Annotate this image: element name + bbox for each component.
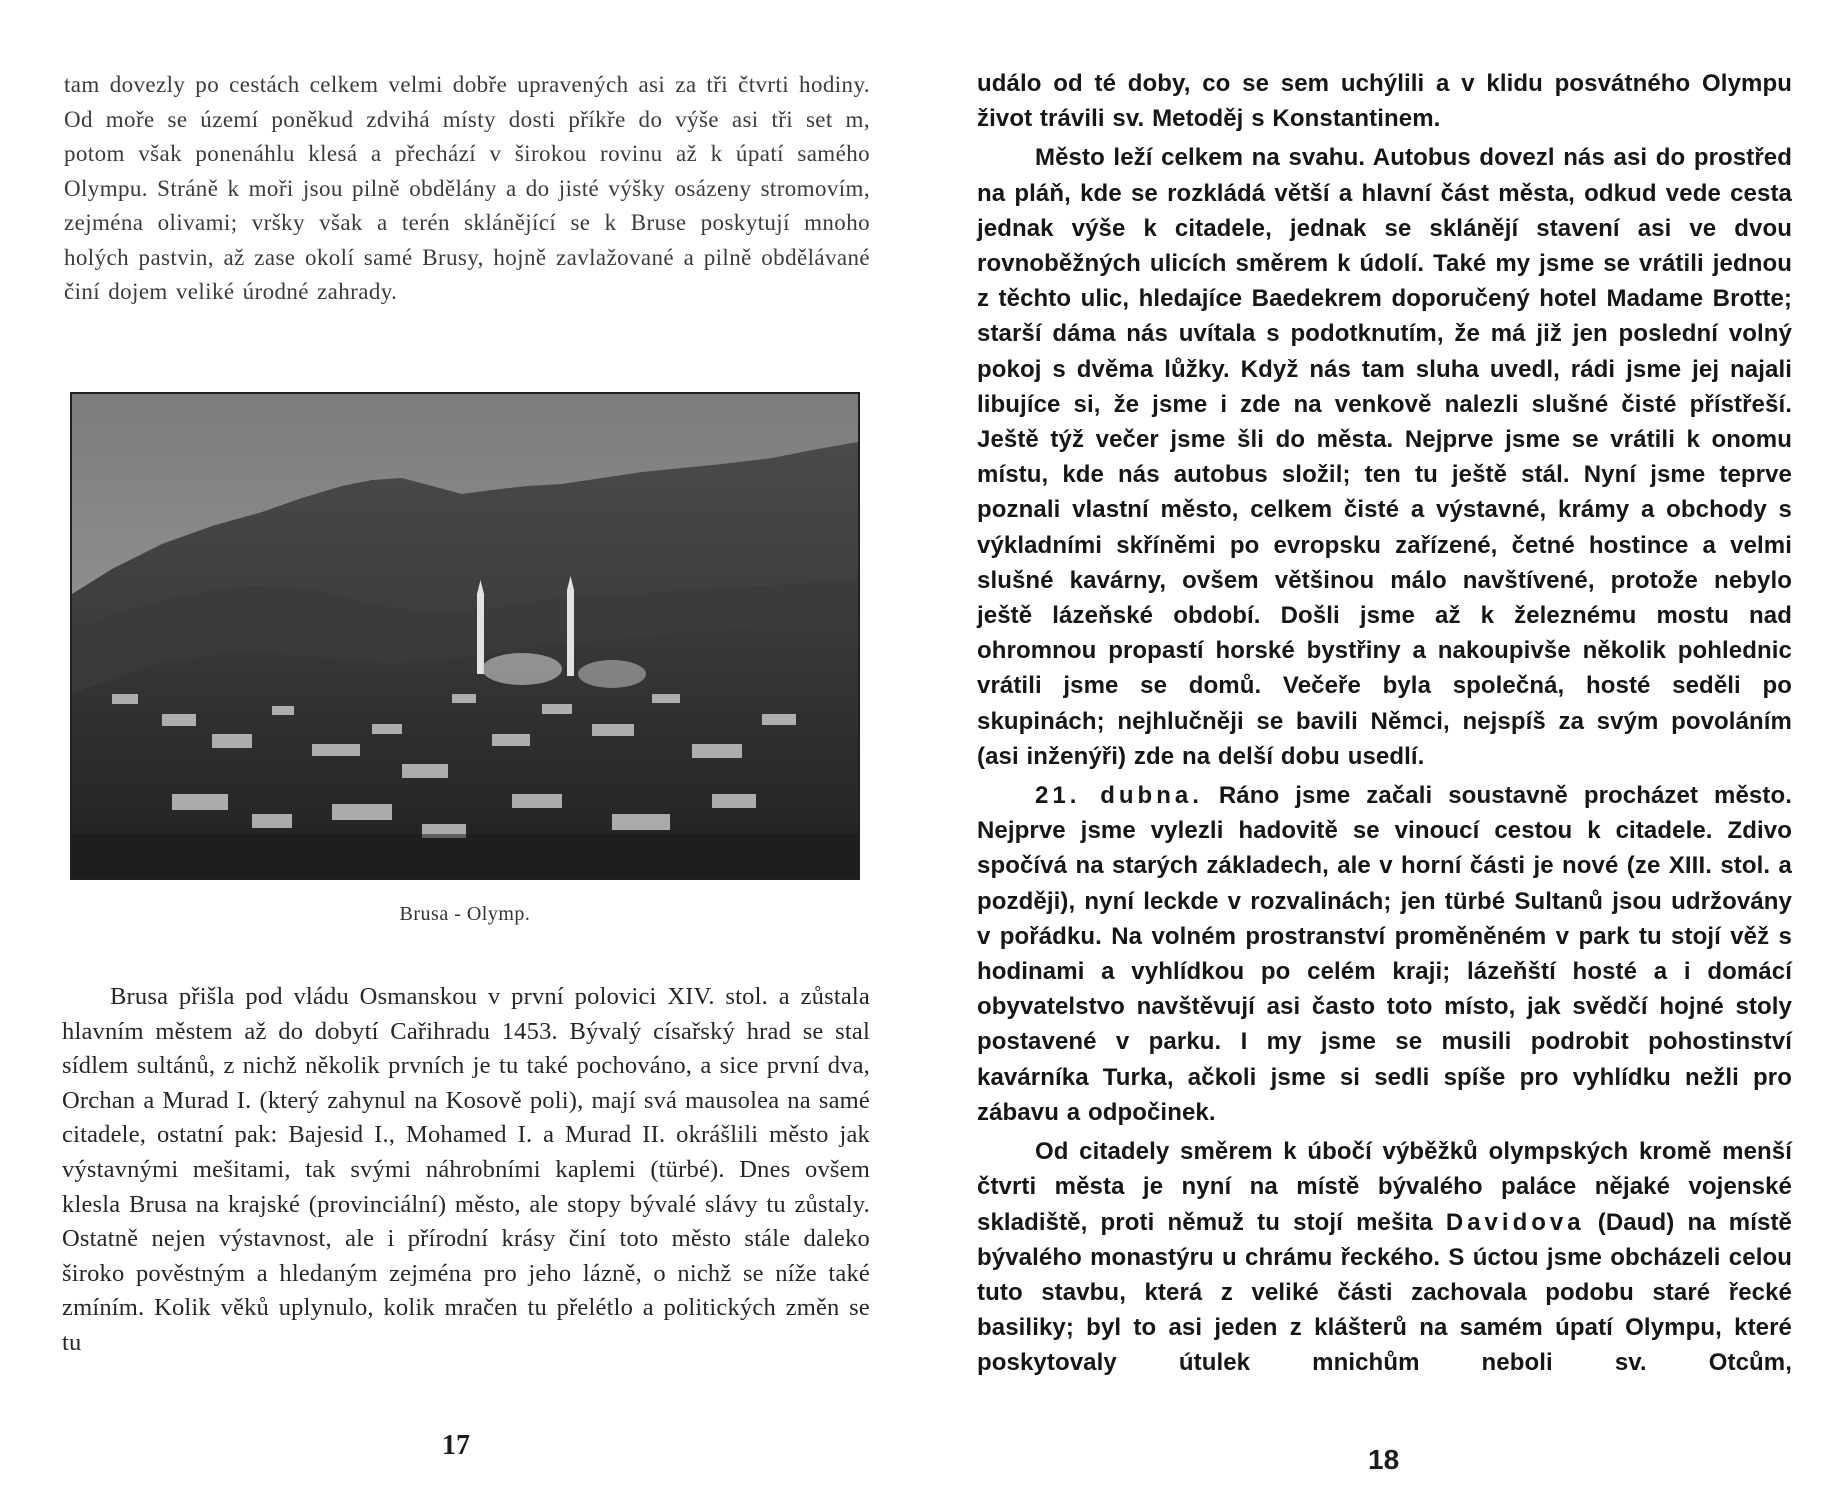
photograph-brusa-olymp — [70, 392, 860, 880]
page-number: 18 — [1368, 1444, 1400, 1475]
left-bottom-text — [62, 980, 870, 1361]
landscape-image — [72, 394, 858, 878]
paragraph: Brusa přišla pod vládu Osmanskou v první polovici XIV. stol. a zůstala hlavním městem až do dobytí Cařihradu 1453. Bývalý císařský hrad se stal sídlem sultánů, z nichž několik prvních je tu také pochováno, a sice první dva, Orchan a Murad I. (který zahynul na Kosově poli), mají svá mausolea na samé citadele, ostatní pak: Bajesid I., Mohamed I. a Murad II. okrášlili město jak výstavnými mešitami, tak svými náhrobními kaplemi (türbé). Dnes ovšem klesla Brusa na krajské (provinciální) město, ale stopy bývalé slávy tu zůstaly. Ostatně nejen výstavnost, ale i přírodní krásy činí toto město stále daleko široko pověstným a hledaným zejména pro jeho lázně, o nichž se níže také zmíním. Kolik věků uplynulo, kolik mračen tu přelétlo a politických změn se tu — [62, 983, 870, 1356]
right-text-column — [977, 66, 1792, 1381]
paragraph: Město leží celkem na svahu. Autobus dovezl nás asi do prostřed na pláň, kde se rozkládá větší a hlavní část města, odkud vede cesta jednak výše k citadele, jednak se sklánějí stavení asi ve dvou rovnoběžných ulicích směrem k údolí. Také my jsme se vrátili jednou z těchto ulic, hledajíce Baedekrem doporučený hotel Madame Brotte; starší dáma nás uvítala s podotknutím, že má již jen poslední volný pokoj s dvěma lůžky. Když nás tam sluha uvedl, rádi jsme jej najali libujíce si, že jsme i zde na venkově nalezli slušné čisté přístřeší. Ještě týž večer jsme šli do města. Nejprve jsme se vrátili k onomu místu, kde nás autobus složil; ten tu ještě stál. Nyní jsme teprve poznali vlastní město, celkem čisté a výstavné, krámy a obchody s výkladními skříněmi po evropsku zařízené, četné hostince a velmi slušné kavárny, ovšem většinou málo navštívené, protože nebylo ještě lázeňské období. Došli jsme až k železnému mostu nad ohromnou propastí horské bystřiny a nakoupivše několik pohlednic vrátili jsme se domů. Večeře byla společná, hosté seděli po skupinách; nejhlučněji se bavili Němci, nejspíš za svým povoláním (asi inženýři) zde na delší dobu usedlí. — [977, 144, 1792, 770]
paragraph: událo od té doby, co se sem uchýlili a v klidu posvátného Olympu život trávili sv. Metoděj s Konstantinem. — [977, 70, 1792, 133]
mosque-name: Davidova — [1445, 1208, 1585, 1236]
left-top-text — [64, 68, 870, 310]
date-label: 21. dubna. — [1035, 782, 1203, 810]
minaret — [567, 590, 574, 676]
right-page — [917, 0, 1834, 1500]
paragraph: tam dovezly po cestách celkem velmi dobře upravených asi za tři čtvrti hodiny. Od moře se území poněkud zdvihá místy dosti příkře do výše asi tři set m, potom však ponenáhlu klesá a přechází v širokou rovinu až k úpatí samého Olympu. Stráně k moři jsou pilně obdělány a do jisté výšky osázeny stromovím, zejména olivami; vršky však a terén sklánějící se k Bruse poskytují mnoho holých pastvin, až zase okolí samé Brusy, hojně zavlažované a pilně obdělávané činí dojem veliké úrodné zahrady. — [64, 72, 870, 304]
minaret — [477, 594, 484, 674]
paragraph — [977, 778, 1792, 1130]
page-number: 17 — [442, 1430, 470, 1461]
paragraph — [977, 1134, 1792, 1380]
paragraph-text: (Daud) na místě bývalého monastýru u chrámu řeckého. S úctou jsme obcházeli celou tuto stavbu, která z veliké části zachovala podobu staré řecké basiliky; byl to asi jeden z klášterů na samém úpatí Olympu, které poskytovaly útulek mnichům neboli sv. Otcům, — [977, 1208, 1792, 1377]
paragraph-text: Od citadely směrem k úbočí výběžků olympských kromě menší čtvrti města je nyní na místě bývalého paláce nějaké vojenské skladiště, proti němuž tu stojí mešita — [977, 1138, 1792, 1236]
photo-caption: Brusa - Olymp. — [399, 903, 531, 925]
paragraph-text: Ráno jsme začali soustavně procházet město. Nejprve jsme vylezli hadovitě se vinoucí cestou k citadele. Zdivo spočívá na starých základech, ale v horní části je nové (ze XIII. stol. a později), nyní leckde v rozvalinách; jen türbé Sultanů jsou udržovány v pořádku. Na volném prostranství proměněném v park tu stojí věž s hodinami a vyhlídkou po celém kraji; lázeňští hosté a i domácí obyvatelstvo navštěvují asi často toto místo, jak svědčí hojné stoly postavené v parku. I my jsme se musili podrobit pohostinství kavárníka Turka, ačkoli jsme si sedli spíše pro vyhlídku nežli pro zábavu a odpočinek. — [977, 782, 1792, 1126]
